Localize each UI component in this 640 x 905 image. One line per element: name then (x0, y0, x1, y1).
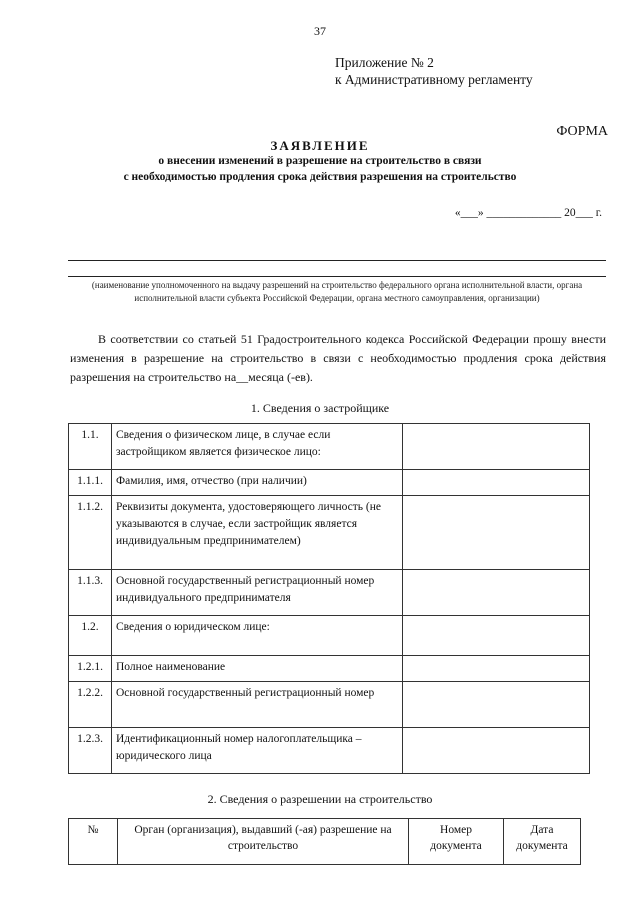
row-label: Сведения о физическом лице, в случае если застройщиком является физическое лицо: (112, 424, 403, 470)
row-label: Реквизиты документа, удостоверяющего личность (не указываются в случае, если застройщик является индивидуальным предпринимателем) (112, 496, 403, 570)
column-header-doc-date: Дата документа (504, 819, 581, 865)
table-header-row (69, 819, 581, 865)
column-header-issuer: Орган (организация), выдавший (-ая) разрешение на строительство (118, 819, 409, 865)
row-value-field[interactable] (403, 656, 590, 682)
row-number: 1.1.2. (69, 496, 112, 570)
authority-name-line-1[interactable] (68, 260, 606, 261)
row-value-field[interactable] (403, 570, 590, 616)
table-row (69, 728, 590, 774)
column-header-number: № (69, 819, 118, 865)
appendix-number: Приложение № 2 (335, 55, 434, 70)
table-row (69, 496, 590, 570)
table-row (69, 470, 590, 496)
table-row (69, 570, 590, 616)
row-label: Фамилия, имя, отчество (при наличии) (112, 470, 403, 496)
row-number: 1.1.1. (69, 470, 112, 496)
row-number: 1.1.3. (69, 570, 112, 616)
request-paragraph: В соответствии со статьей 51 Градостроительного кодекса Российской Федерации прошу внести изменения в разрешение на строительство в связи с необходимостью продления срока действия разрешения на строительство на__месяца (-ев). (70, 332, 606, 384)
column-header-doc-number: Номер документа (409, 819, 504, 865)
table-row (69, 682, 590, 728)
page-number: 37 (314, 24, 326, 38)
row-number: 1.2.1. (69, 656, 112, 682)
permit-info-table (68, 818, 581, 865)
document-title: ЗАЯВЛЕНИЕ (270, 138, 370, 153)
row-value-field[interactable] (403, 470, 590, 496)
row-label: Основной государственный регистрационный номер индивидуального предпринимателя (112, 570, 403, 616)
form-label: ФОРМА (556, 124, 608, 139)
row-label: Сведения о юридическом лице: (112, 616, 403, 656)
row-value-field[interactable] (403, 496, 590, 570)
table-row (69, 616, 590, 656)
document-subtitle-line1: о внесении изменений в разрешение на строительство в связи (158, 155, 482, 167)
row-value-field[interactable] (403, 424, 590, 470)
row-label: Идентификационный номер налогоплательщика – юридического лица (112, 728, 403, 774)
row-value-field[interactable] (403, 682, 590, 728)
table-row (69, 424, 590, 470)
developer-info-table (68, 423, 590, 774)
section2-heading: 2. Сведения о разрешении на строительство (207, 792, 433, 806)
date-field[interactable]: «___» _____________ 20___ г. (454, 207, 602, 219)
row-label: Основной государственный регистрационный номер (112, 682, 403, 728)
row-value-field[interactable] (403, 616, 590, 656)
row-label: Полное наименование (112, 656, 403, 682)
table-row (69, 656, 590, 682)
authority-name-line-2[interactable] (68, 276, 606, 277)
appendix-reference: к Административному регламенту (335, 72, 533, 87)
row-number: 1.2. (69, 616, 112, 656)
row-number: 1.2.3. (69, 728, 112, 774)
section1-heading: 1. Сведения о застройщике (250, 401, 390, 415)
document-subtitle-line2: с необходимостью продления срока действия разрешения на строительство (123, 171, 517, 183)
row-number: 1.2.2. (69, 682, 112, 728)
row-number: 1.1. (69, 424, 112, 470)
row-value-field[interactable] (403, 728, 590, 774)
authority-caption: (наименование уполномоченного на выдачу разрешений на строительство федерального органа исполнительной власти, органа исполнительной власти субъекта Российской Федерации, органа местного самоуправления, организации) (91, 280, 583, 303)
